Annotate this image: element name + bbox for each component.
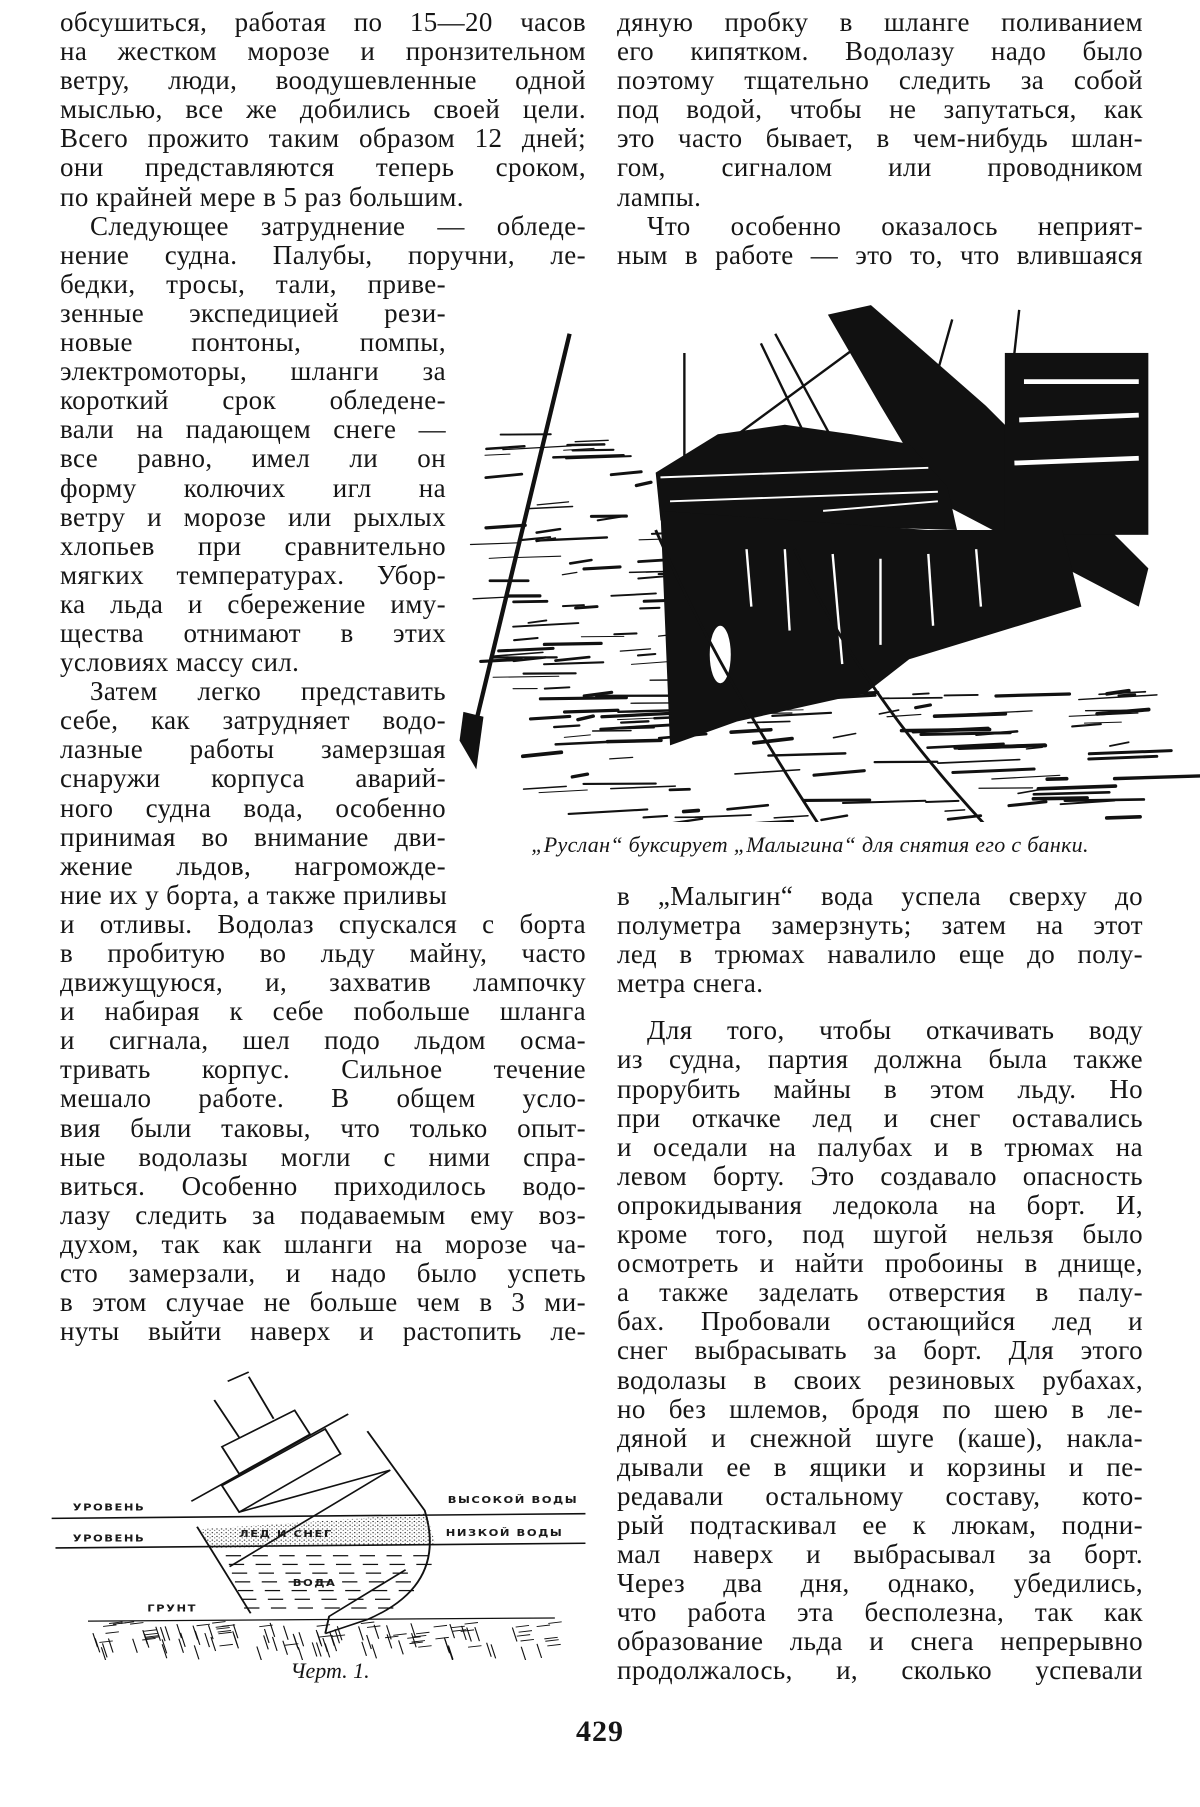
stroke-mark: [409, 1642, 422, 1644]
text-line: в этом случае не больше чем в 3 ми-: [60, 1287, 586, 1318]
stroke-mark: [554, 725, 579, 727]
text-line: зенные экспедицией рези-: [60, 297, 446, 328]
label-low-water: НИЗКОЙ ВОДЫ: [445, 1528, 564, 1539]
text-line: обсушиться, работая по 15—20 часов: [60, 7, 586, 37]
stroke-mark: [734, 821, 792, 822]
stroke-mark: [493, 676, 559, 677]
stroke-mark: [212, 1622, 225, 1624]
stroke-mark: [537, 1644, 542, 1658]
stroke-mark: [517, 1635, 530, 1637]
stroke-mark: [393, 1634, 406, 1636]
stroke-mark: [539, 790, 587, 793]
stroke-mark: [312, 1642, 317, 1656]
stroke-mark: [620, 649, 650, 651]
stroke-mark: [640, 608, 659, 609]
text-line: из судна, партия должна была также: [617, 1044, 1143, 1075]
stroke-mark: [921, 733, 1010, 735]
text-line: метра снега.: [617, 968, 764, 999]
stroke-mark: [953, 769, 1034, 772]
text-line: они представляются теперь сроком,: [60, 152, 586, 183]
stroke-mark: [1084, 722, 1121, 723]
stroke-mark: [996, 694, 1069, 696]
stroke-mark: [926, 801, 958, 802]
stroke-mark: [754, 739, 792, 743]
stroke-mark: [570, 560, 591, 563]
stroke-mark: [130, 1623, 143, 1625]
stroke-mark: [644, 816, 668, 817]
stroke-mark: [332, 1635, 345, 1637]
stroke-mark: [216, 1628, 229, 1630]
text-line: дяную пробку в шланге поливанием: [617, 7, 1143, 37]
stroke-mark: [491, 1644, 496, 1658]
stroke-mark: [945, 695, 978, 696]
text-line: лазу следить за подаваемым ему воз-: [60, 1199, 586, 1230]
text-line: опрокидывания ледокола на борт. И,: [617, 1189, 1143, 1220]
text-line: мыслью, все же добились своей цели.: [60, 94, 586, 125]
stroke-mark: [481, 659, 522, 661]
stroke-mark: [284, 1626, 289, 1640]
text-line: на жестком морозе и пронзительном: [60, 36, 586, 67]
high-water-line: [52, 1514, 586, 1519]
stroke-mark: [145, 1633, 158, 1635]
label-ice-snow: ЛЕД И СНЕГ: [239, 1528, 333, 1540]
stroke-mark: [467, 1627, 472, 1641]
stroke-mark: [499, 648, 553, 651]
text-line: все равно, имел ли он: [60, 443, 446, 474]
stroke-mark: [610, 757, 633, 759]
stroke-mark: [1072, 724, 1101, 726]
label-water: ВОДА: [292, 1577, 337, 1589]
stroke-mark: [548, 1622, 561, 1624]
stroke-mark: [468, 1646, 481, 1648]
paragraph: [60, 8, 586, 212]
stroke-mark: [611, 593, 656, 595]
ground-hatching: [88, 1618, 562, 1660]
stroke-mark: [367, 1626, 380, 1628]
stroke-mark: [521, 1639, 534, 1641]
text-line: жение льдов, нагроможде-: [60, 850, 446, 881]
stroke-mark: [575, 440, 608, 441]
stroke-mark: [684, 810, 699, 811]
text-line: мал наверх и выбрасывал за борт.: [617, 1539, 1143, 1570]
text-line: бах. Пробовали остающийся лед и: [617, 1306, 1143, 1337]
stroke-mark: [562, 572, 577, 574]
text-line: ным в работе — это то, что влившаяся: [617, 239, 1143, 270]
stroke-mark: [834, 734, 856, 738]
stroke-mark: [325, 1643, 330, 1657]
text-line: короткий срок обледене-: [60, 385, 446, 416]
stroke-mark: [512, 1627, 517, 1641]
text-line: а также заделать отверстия в палу-: [617, 1277, 1143, 1308]
text-line: бедки, тросы, тали, приве-: [60, 268, 446, 299]
stroke-mark: [695, 815, 751, 817]
text-line: что работа эта бесполезна, так как: [617, 1597, 1143, 1628]
stroke-mark: [528, 620, 546, 622]
stroke-mark: [411, 1623, 416, 1637]
stroke-mark: [611, 472, 641, 475]
stroke-mark: [565, 710, 618, 712]
stroke-mark: [362, 1642, 367, 1656]
text-line: лед в трюмах навалило еще до полу-: [617, 939, 1143, 970]
text-line: Что особенно оказалось неприят-: [647, 210, 1143, 241]
stroke-mark: [95, 1638, 100, 1652]
text-line: образование льда и снега непрерывно: [617, 1626, 1143, 1657]
stroke-mark: [537, 1625, 550, 1627]
funnel: [214, 1372, 273, 1437]
text-line: поэтому тщательно следить за собой: [617, 65, 1143, 96]
stroke-mark: [103, 1625, 116, 1627]
text-line: кроме того, под шугой нельзя было: [617, 1219, 1143, 1250]
stroke-mark: [516, 1625, 529, 1627]
stroke-mark: [399, 1640, 404, 1654]
label-high-water: ВЫСОКОЙ ВОДЫ: [447, 1494, 579, 1506]
text-line: продолжалось, и, сколько успевали: [617, 1655, 1143, 1686]
stroke-mark: [1089, 756, 1157, 759]
text-line: под водой, чтобы не запутаться, как: [617, 94, 1143, 125]
stroke-mark: [359, 1626, 364, 1640]
text-line: Для того, чтобы откачивать воду: [647, 1015, 1143, 1046]
stroke-mark: [133, 1639, 138, 1653]
stroke-mark: [316, 1642, 321, 1656]
stroke-mark: [142, 1638, 155, 1640]
text-line: осмотреть и найти пробоины в днище,: [617, 1248, 1143, 1279]
stroke-mark: [462, 1626, 467, 1640]
text-line: редавали остальному составу, кото-: [617, 1480, 1143, 1511]
stroke-mark: [568, 444, 605, 445]
stroke-mark: [197, 1624, 210, 1626]
stroke-mark: [814, 771, 864, 776]
stroke-mark: [544, 662, 603, 664]
stroke-mark: [638, 576, 666, 578]
stroke-mark: [614, 633, 636, 634]
stroke-mark: [106, 1632, 119, 1634]
stroke-mark: [607, 740, 661, 741]
stroke-mark: [544, 1637, 557, 1639]
stroke-mark: [1038, 786, 1115, 789]
text-line: нение судна. Палубы, поручни, ле-: [60, 239, 586, 270]
stroke-mark: [621, 721, 648, 722]
stroke-mark: [735, 770, 800, 774]
stroke-mark: [1018, 789, 1043, 793]
text-line: мягких температурах. Убор-: [60, 559, 446, 590]
stroke-mark: [902, 730, 990, 731]
stroke-mark: [517, 556, 561, 557]
text-line: в „Малыгин“ вода успела сверху до: [617, 881, 1143, 911]
text-line: снег выбрасывать за борт. Для этого: [617, 1335, 1143, 1366]
stroke-mark: [195, 1631, 200, 1645]
text-line: гом, сигналом или проводником: [617, 152, 1143, 183]
text-line: Всего прожито таким образом 12 дней;: [60, 123, 586, 154]
stroke-mark: [1033, 798, 1087, 799]
text-line: дяной и снежной шуге (каше), накла-: [617, 1422, 1143, 1453]
stroke-mark: [821, 816, 847, 820]
stroke-mark: [487, 1643, 492, 1657]
stroke-mark: [205, 1633, 210, 1647]
stroke-mark: [1107, 817, 1140, 818]
stroke-mark: [573, 450, 614, 451]
stroke-mark: [727, 805, 767, 809]
stroke-mark: [774, 816, 808, 818]
text-line: но без шлемов, бродя по шею в ле-: [617, 1393, 1143, 1424]
text-line: себе, как затрудняет водо-: [60, 705, 446, 736]
text-line: хлопьев при сравнительно: [60, 530, 446, 561]
stroke-mark: [387, 1634, 392, 1648]
text-line: рый подтаскивал ее к люкам, подни-: [617, 1509, 1143, 1540]
stroke-mark: [569, 809, 648, 814]
text-line: принимая во внимание дви-: [60, 821, 446, 852]
stroke-mark: [768, 753, 845, 755]
stroke-mark: [160, 1627, 165, 1641]
stroke-mark: [412, 1633, 417, 1647]
stroke-mark: [537, 502, 568, 505]
stroke-mark: [540, 698, 626, 699]
stroke-mark: [555, 657, 589, 661]
stroke-mark: [1110, 742, 1129, 746]
text-line: духом, так как шланги на морозе ча-: [60, 1228, 586, 1259]
text-line: ные водолазы могли с ними спра-: [60, 1141, 586, 1172]
stroke-mark: [465, 1623, 478, 1625]
text-line: по крайней мере в 5 раз большим.: [60, 181, 464, 212]
stroke-mark: [578, 716, 593, 720]
text-line: прорубить майны в этом льду. Но: [617, 1073, 1143, 1104]
text-line: сто замерзали, и надо было успеть: [60, 1258, 586, 1289]
stroke-mark: [418, 1646, 431, 1648]
text-line: ветру, люди, воодушевленные одной: [60, 65, 586, 96]
stroke-mark: [916, 705, 931, 708]
stroke-mark: [194, 1645, 199, 1659]
text-line: ного судна вода, особенно: [60, 792, 446, 823]
stroke-mark: [317, 1632, 322, 1646]
ship-cross-section-diagram: [0, 1330, 600, 1660]
text-line: при откачке лед и снег оставались: [617, 1102, 1143, 1133]
text-line: левом борту. Это создавало опасность: [617, 1160, 1143, 1191]
stroke-mark: [545, 687, 570, 688]
label-level-low: УРОВЕНЬ: [72, 1533, 146, 1545]
paragraph: [617, 8, 1143, 212]
stroke-mark: [547, 1644, 560, 1646]
paragraph: [617, 882, 1143, 998]
stroke-mark: [524, 786, 567, 789]
stroke-mark: [521, 1647, 526, 1660]
stroke-mark: [537, 529, 560, 533]
text-line: в пробитую во льду майну, часто: [60, 938, 586, 968]
stroke-mark: [945, 810, 965, 811]
text-line: электромоторы, шланги за: [60, 356, 446, 387]
stroke-mark: [470, 543, 518, 545]
text-line: вия были таковы, что только опыт-: [60, 1112, 586, 1143]
stroke-mark: [485, 454, 510, 455]
text-line: и набирая к себе побольше шланга: [60, 996, 586, 1027]
stroke-mark: [434, 1625, 447, 1627]
stroke-mark: [1089, 751, 1171, 754]
text-line: Следующее затруднение — обледе-: [90, 210, 586, 241]
stroke-mark: [514, 601, 547, 602]
stroke-mark: [486, 525, 525, 528]
label-level-high: УРОВЕНЬ: [72, 1502, 146, 1514]
text-line: ние их у борта, а также приливы: [60, 879, 448, 910]
stroke-mark: [544, 643, 601, 644]
text-line: ветру и морозе или рыхлых: [60, 501, 446, 532]
diagram-caption: Черт. 1.: [290, 1658, 370, 1683]
stroke-mark: [576, 607, 597, 608]
illustration-caption: „Руслан“ буксирует „Малыгина“ для снятия его с банки.: [531, 832, 1089, 857]
stroke-mark: [361, 1622, 374, 1624]
text-line: его кипятком. Водолазу надо было: [617, 36, 1143, 67]
stroke-mark: [272, 1637, 277, 1651]
text-line: снаружи корпуса аварий-: [60, 763, 446, 794]
stroke-mark: [372, 1644, 377, 1658]
stroke-mark: [1115, 776, 1200, 779]
page-number: 429: [576, 1715, 624, 1748]
label-ground: ГРУНТ: [147, 1603, 197, 1615]
stroke-mark: [1119, 695, 1135, 696]
text-line: вали на падающем снеге —: [60, 414, 446, 445]
stroke-mark: [99, 1641, 112, 1643]
stroke-mark: [486, 474, 522, 478]
stroke-mark: [144, 1634, 149, 1648]
stroke-mark: [475, 1627, 480, 1641]
stroke-mark: [489, 557, 516, 558]
stroke-mark: [218, 1632, 231, 1634]
text-line: условиях массу сил.: [60, 647, 300, 678]
text-line: ка льда и сбережение иму-: [60, 588, 446, 619]
stroke-mark: [564, 735, 590, 737]
stroke-mark: [881, 698, 942, 699]
stroke-mark: [563, 605, 584, 606]
text-line: лампы.: [617, 181, 702, 212]
text-line: движущуюся, и, захватив лампочку: [60, 967, 586, 998]
stroke-mark: [523, 752, 561, 756]
text-line: форму колючих игл на: [60, 472, 446, 503]
stroke-mark: [513, 623, 578, 627]
stroke-mark: [938, 760, 1020, 764]
text-line: водолазы в своих резиновых рубахах,: [617, 1364, 1143, 1395]
text-line: лазные работы замерзшая: [60, 734, 446, 765]
text-line: тривать корпус. Сильное течение: [60, 1054, 586, 1085]
stroke-mark: [317, 1625, 330, 1627]
pole-icon: [460, 334, 570, 770]
text-line: это часто бывает, в чем-нибудь шлан-: [617, 123, 1143, 154]
stroke-mark: [519, 1631, 532, 1633]
stroke-mark: [670, 789, 689, 790]
paragraph: [617, 1016, 1143, 1685]
text-line: дывали ее в ящики и корзины и пе-: [617, 1451, 1143, 1482]
stroke-mark: [584, 567, 620, 569]
stroke-mark: [530, 716, 569, 718]
stroke-mark: [545, 1640, 558, 1642]
stroke-mark: [332, 1637, 337, 1651]
text-line: Затем легко представить: [90, 676, 446, 707]
stroke-mark: [638, 654, 655, 655]
stroke-mark: [165, 1626, 170, 1640]
right-text-column-bottom: [617, 882, 1143, 1686]
stroke-mark: [299, 1632, 304, 1646]
stroke-mark: [448, 1647, 453, 1660]
text-line: полуметра замерзнуть; затем на этот: [617, 910, 1143, 941]
stroke-mark: [218, 1630, 231, 1632]
text-line: и отливы. Водолаз спускался с борта: [60, 908, 586, 939]
stroke-mark: [495, 652, 543, 656]
stroke-mark: [636, 482, 651, 485]
text-line: Через два дня, однако, убедились,: [617, 1568, 1143, 1599]
stroke-mark: [514, 638, 537, 640]
stroke-mark: [143, 1630, 156, 1632]
stroke-mark: [528, 506, 572, 508]
stroke-mark: [385, 1636, 398, 1638]
stroke-mark: [367, 1635, 372, 1649]
right-text-column-top: [617, 8, 1143, 270]
text-line: и сигнала, шел подо льдом осма-: [60, 1025, 586, 1056]
stroke-mark: [1009, 802, 1046, 806]
text-line: новые понтоны, помпы,: [60, 327, 446, 358]
stroke-mark: [88, 1618, 555, 1621]
stroke-mark: [572, 774, 587, 777]
stroke-mark: [283, 1641, 288, 1655]
stroke-mark: [671, 819, 702, 822]
stroke-mark: [611, 786, 676, 788]
text-line: мешало работе. В общем усло-: [60, 1083, 586, 1114]
text-line: виться. Особенно приходилось водо-: [60, 1170, 586, 1201]
stroke-mark: [102, 1643, 107, 1657]
stroke-mark: [556, 742, 608, 745]
stroke-mark: [451, 1626, 464, 1628]
stroke-mark: [913, 693, 929, 694]
text-line: и оседали на палубах и в трюмах на: [617, 1131, 1143, 1162]
text-line: нуты выйти наверх и растопить ле-: [60, 1316, 586, 1347]
stroke-mark: [435, 1637, 448, 1639]
stroke-mark: [1034, 792, 1109, 794]
stroke-mark: [219, 1644, 232, 1646]
stroke-mark: [177, 1624, 182, 1638]
stroke-mark: [731, 730, 771, 732]
ship-in-ice-illustration: [450, 262, 1200, 822]
text-line: щества отнимают в этих: [60, 617, 446, 648]
stroke-mark: [416, 1632, 429, 1634]
